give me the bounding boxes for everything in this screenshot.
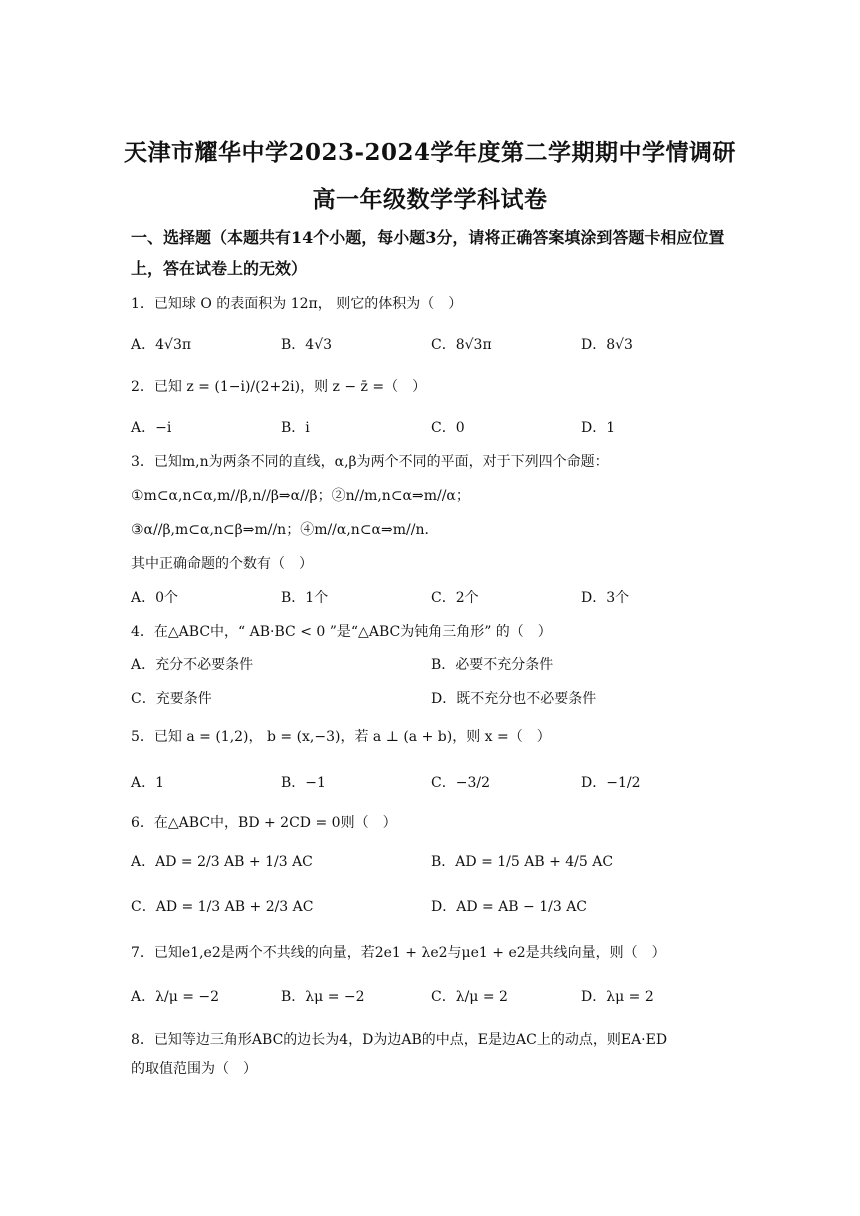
question-5-option-d: D．−1/2 <box>581 775 641 791</box>
question-3-option-a: A．0个 <box>131 590 179 606</box>
question-2-stem: 2．已知 z = (1−i)/(2+2i)，则 z − z̄ =（ ） <box>131 379 427 395</box>
question-1-option-a: A．4√3π <box>131 337 192 353</box>
question-3-propositions-3-4: ③α//β,m⊂α,n⊂β⇒m//n；④m//α,n⊂α⇒m//n． <box>131 522 439 538</box>
question-2-option-c: C．0 <box>431 420 465 436</box>
question-6-option-d: D．AD = AB − 1/3 AC <box>431 899 588 915</box>
exam-subtitle: 高一年级数学学科试卷 <box>312 186 548 213</box>
question-2-option-d: D．1 <box>581 420 616 436</box>
question-3-option-d: D．3个 <box>581 590 630 606</box>
question-7-option-c: C．λ/μ = 2 <box>431 989 508 1005</box>
section-heading: 一、选择题（本题共有14个小题，每小题3分，请将正确答案填涂到答题卡相应位置上，答在试卷上的无效） <box>131 228 725 278</box>
question-3-option-c: C．2个 <box>431 590 479 606</box>
question-6-stem: 6．在△ABC中，BD + 2CD = 0则（ ） <box>131 815 397 831</box>
question-3-tail: 其中正确命题的个数有（ ） <box>131 556 313 572</box>
question-1-option-c: C．8√3π <box>431 337 492 353</box>
question-2-option-a: A．−i <box>131 420 172 436</box>
question-8-stem-continued: 的取值范围为（ ） <box>131 1061 257 1077</box>
question-7-option-d: D．λμ = 2 <box>581 989 654 1005</box>
exam-title: 天津市耀华中学2023-2024学年度第二学期期中学情调研 <box>123 139 737 166</box>
question-4-option-d: D．既不充分也不必要条件 <box>431 691 597 707</box>
question-4-option-b: B．必要不充分条件 <box>431 657 554 673</box>
question-6-option-c: C．AD = 1/3 AB + 2/3 AC <box>131 899 314 915</box>
question-6-option-b: B．AD = 1/5 AB + 4/5 AC <box>431 854 614 870</box>
question-7-option-a: A．λ/μ = −2 <box>131 989 220 1005</box>
question-5-option-b: B．−1 <box>281 775 326 791</box>
question-3-option-b: B．1个 <box>281 590 329 606</box>
question-2-option-b: B．i <box>281 420 310 436</box>
question-1-option-d: D．8√3 <box>581 337 633 353</box>
question-8-stem: 8．已知等边三角形ABC的边长为4，D为边AB的中点，E是边AC上的动点，则EA·ED <box>131 1032 668 1048</box>
question-3-propositions-1-2: ①m⊂α,n⊂α,m//β,n//β⇒α//β；②n//m,n⊂α⇒m//α； <box>131 488 470 504</box>
question-4-option-a: A．充分不必要条件 <box>131 657 254 673</box>
question-4-option-c: C．充要条件 <box>131 691 212 707</box>
question-5-stem: 5．已知 a = (1,2)， b = (x,−3)，若 a ⊥ (a + b)，则 x =（ ） <box>131 729 551 745</box>
question-4-stem: 4．在△ABC中，“ AB·BC < 0 ”是“△ABC为钝角三角形” 的（ ） <box>131 624 552 640</box>
question-1-stem: 1．已知球 O 的表面积为 12π， 则它的体积为（ ） <box>131 296 463 312</box>
question-3-stem: 3．已知m,n为两条不同的直线，α,β为两个不同的平面，对于下列四个命题： <box>131 454 609 470</box>
question-7-option-b: B．λμ = −2 <box>281 989 365 1005</box>
question-7-stem: 7．已知e1,e2是两个不共线的向量，若2e1 + λe2与μe1 + e2是共线向量，则（ ） <box>131 945 666 961</box>
question-5-option-a: A．1 <box>131 775 165 791</box>
question-6-option-a: A．AD = 2/3 AB + 1/3 AC <box>131 854 313 870</box>
question-5-option-c: C．−3/2 <box>431 775 490 791</box>
question-1-option-b: B．4√3 <box>281 337 333 353</box>
